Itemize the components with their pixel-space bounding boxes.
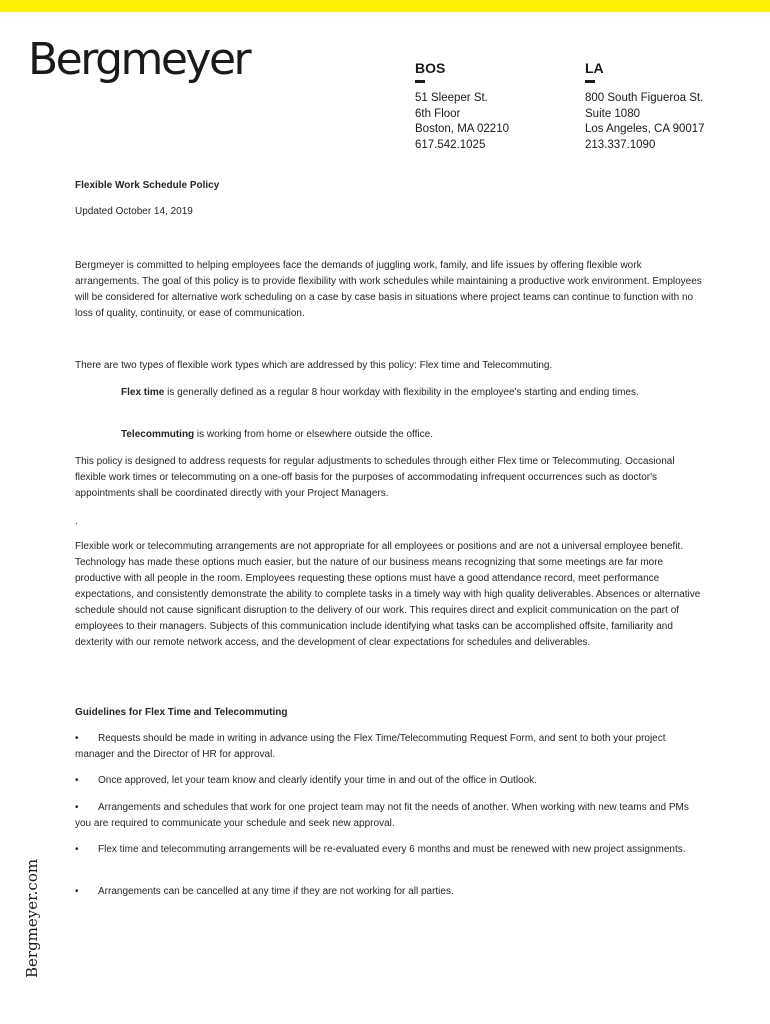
top-accent-bar [0,0,770,12]
intro-paragraph: Bergmeyer is committed to helping employees face the demands of juggling work, family, and life issues by offering flexible work arrangements. The goal of this policy is to provide flexibility with work schedules while maintaining a productive work environment. Employees will be considered for alternative work scheduling on a case by case basis in situations where project teams can continue to function with no loss of quality, continuity, or ease of communication. [75,260,702,319]
website-url: Bergmeyer.com [23,858,41,978]
guideline-item [75,842,705,858]
stray-mark: . [75,516,78,527]
bullet-marker: • [75,775,79,786]
guideline-text: Arrangements can be cancelled at any time if they are not working for all parties. [98,886,454,897]
office-los-angeles [585,60,705,153]
bullet-marker: • [75,886,79,897]
office-floor: 6th Floor [415,107,461,120]
office-dash [415,80,425,83]
guideline-text: Requests should be made in writing in advance using the Flex Time/Telecommuting Request Form, and sent to both your project manager and the Director of HR for approval. [75,733,666,760]
telecommuting-text: is working from home or elsewhere outside the office. [194,429,433,440]
types-intro: There are two types of flexible work types which are addressed by this policy: Flex time and Telecommuting. [75,360,553,371]
office-code: LA [585,60,604,76]
flex-time-definition [121,385,705,401]
office-boston [415,60,509,153]
purpose-paragraph: This policy is designed to address requests for regular adjustments to schedules through either Flex time or Telecommuting. Occasional flexible work times or telecommuting on a one-off basis for the purposes of accommodating infrequent occurrences such as doctor's appointments shall be coordinated directly with your Project Managers. [75,456,675,499]
guideline-text: Arrangements and schedules that work for one project team may not fit the needs of another. When working with new teams and PMs you are required to communicate your schedule and seek new approval. [75,802,689,829]
guideline-text: Flex time and telecommuting arrangements will be re-evaluated every 6 months and must be renewed with new project assignments. [98,844,686,855]
office-city: Los Angeles, CA 90017 [585,123,705,135]
office-street: 800 South Figueroa St. [585,92,704,104]
telecommuting-definition [121,427,705,443]
guidelines-heading: Guidelines for Flex Time and Telecommuting [75,707,288,718]
guideline-item [75,773,705,789]
guideline-item [75,884,705,900]
bullet-marker: • [75,802,79,813]
office-code: BOS [415,60,446,76]
office-dash [585,80,595,83]
document-title: Flexible Work Schedule Policy [75,180,220,191]
guideline-item [75,731,705,763]
flex-time-term: Flex time [121,387,165,398]
bergmeyer-logo: Bergmeyer [28,34,250,85]
bullet-marker: • [75,844,79,855]
office-phone: 213.337.1090 [585,138,656,151]
guideline-item [75,800,705,832]
office-phone: 617.542.1025 [415,138,486,151]
office-city: Boston, MA 02210 [415,123,509,135]
updated-date: Updated October 14, 2019 [75,206,193,217]
eligibility-paragraph: Flexible work or telecommuting arrangements are not appropriate for all employees or positions and are not a universal employee benefit. Technology has made these options much easier, but the nature of our business means recognizing that some meetings are far more productive with all people in the room. Employees requesting these options must have a good attendance record, meet performance expectations, and consistently demonstrate the ability to complete tasks in a timely way with high quality deliverables. Absences or alternative schedule should not cause significant disruption to the delivery of our work. This requires direct and explicit communication on the part of employees to their managers. Subjects of this communication include identifying what tasks can be accomplished offsite, familiarity and dexterity with our remote network access, and the development of clear expectations for schedules and deliverables. [75,541,701,648]
guideline-text: Once approved, let your team know and clearly identify your time in and out of the office in Outlook. [98,775,537,786]
office-suite: Suite 1080 [585,107,640,120]
office-street: 51 Sleeper St. [415,92,488,104]
flex-time-text: is generally defined as a regular 8 hour workday with flexibility in the employee's starting and ending times. [164,387,639,398]
bullet-marker: • [75,733,79,744]
telecommuting-term: Telecommuting [121,429,195,440]
